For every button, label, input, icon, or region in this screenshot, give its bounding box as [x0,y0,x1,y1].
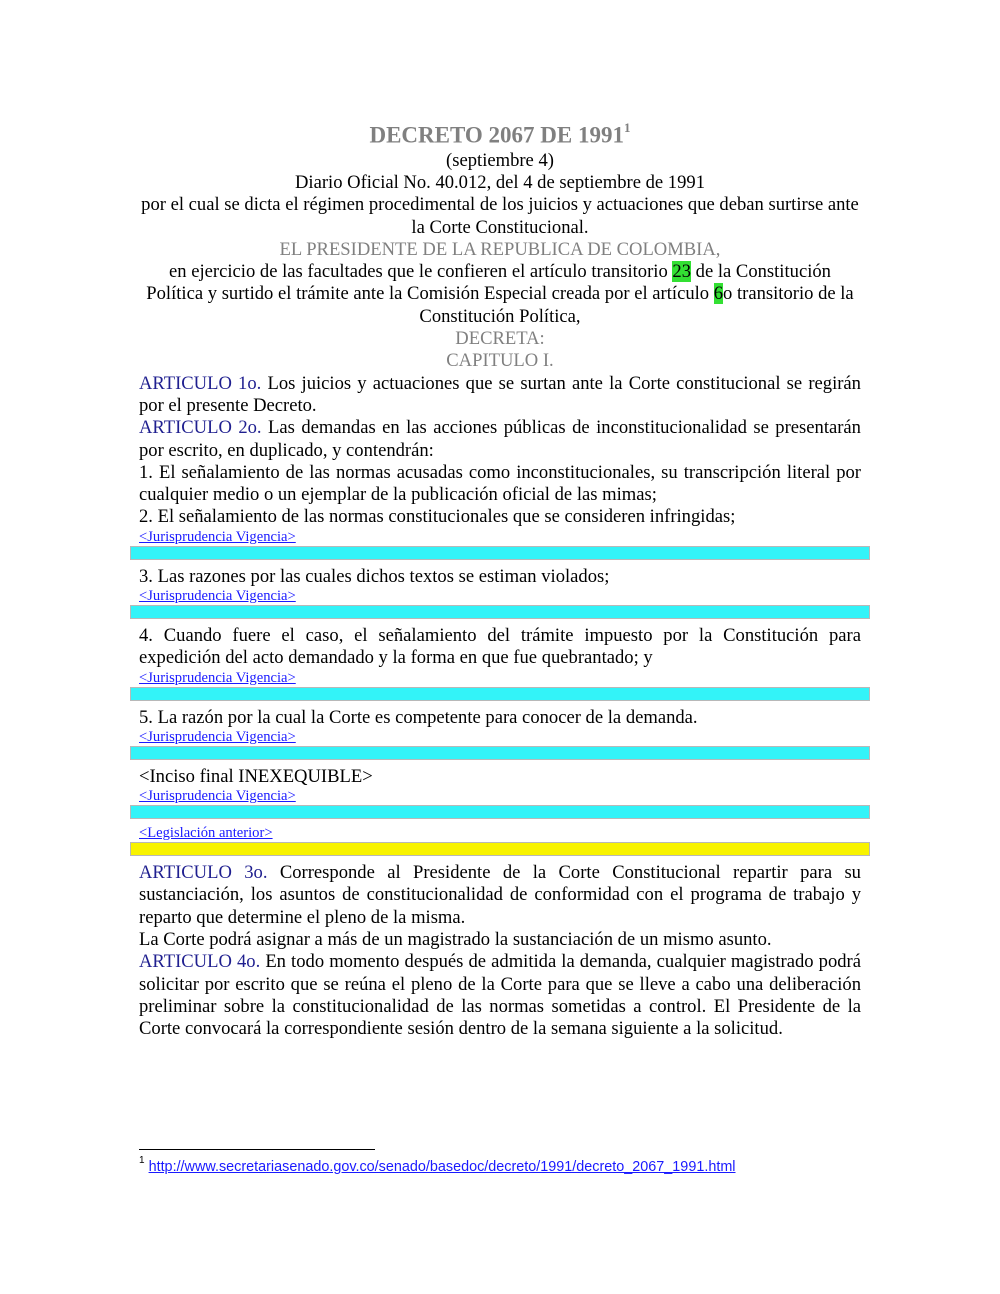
highlight-article-ref: 6 [713,283,724,305]
decreta-heading: DECRETA: [455,328,545,350]
article-2-item-2: 2. El señalamiento de las normas constitucionales que se consideren infringidas; [139,506,736,528]
legislacion-anterior-link[interactable]: <Legislación anterior> [139,825,273,842]
article-label: ARTICULO 4o. [139,951,261,973]
footnote [139,1157,736,1175]
article-1: ARTICULO 1o. Los juicios y actuaciones que se surtan ante la Corte constitucional se regirán por el presente Decreto. [139,372,861,416]
highlight-article-ref: 23 [672,261,691,283]
collapsed-panel-bar[interactable] [130,546,870,560]
document-title: DECRETO 2067 DE 1991$^1$ [369,120,631,148]
article-3-paragraph-2: La Corte podrá asignar a más de un magistrado la sustanciación de un mismo asunto. [139,929,772,951]
article-label: ARTICULO 2o. [139,417,262,439]
document-date: (septiembre 4) [446,149,554,171]
document-body [139,112,861,1041]
jurisprudencia-link[interactable]: <Jurisprudencia Vigencia> [139,588,296,604]
issuing-authority: EL PRESIDENTE DE LA REPUBLICA DE COLOMBIA, [279,238,721,260]
article-2-item-5: 5. La razón por la cual la Corte es competente para conocer de la demanda. [139,706,698,728]
collapsed-panel-bar-legislacion[interactable] [130,842,870,856]
article-2-item-3: 3. Las razones por las cuales dichos textos se estiman violados; [139,565,610,587]
article-3: ARTICULO 3o. Corresponde al Presidente de la Corte Constitucional repartir para su sustanciación, los asuntos de constitucionalidad de conformidad con el programa de trabajo y reparto que determine el pleno de la misma. [139,862,861,928]
article-2-item-4: 4. Cuando fuere el caso, el señalamiento del trámite impuesto por la Constitución para expedición del acto demandado y la forma en que fue quebrantado; y [139,625,861,669]
article-label: ARTICULO 3o. [139,862,268,884]
footnote-separator [139,1149,375,1150]
inciso-inexequible: <Inciso final INEXEQUIBLE> [139,765,373,787]
footnote-ref[interactable]: 1 [624,120,631,135]
collapsed-panel-bar[interactable] [130,687,870,701]
article-4: ARTICULO 4o. En todo momento después de admitida la demanda, cualquier magistrado podrá solicitar por escrito que se reúna el pleno de la Corte para que se lleve a cabo una deliberación preliminar sobre la constitucionalidad de las normas sometidas a control. El Presidente de la Corte convocará la correspondiente sesión dentro de la semana siguiente a la solicitud. [139,951,861,1040]
collapsed-panel-bar[interactable] [130,805,870,819]
preamble: en ejercicio de las facultades que le confieren el artículo transitorio 23 de la Constitución Política y surtido el trámite ante la Comisión Especial creada por el artículo 6o transitorio de la Constitución Política, [146,261,854,327]
jurisprudencia-link[interactable]: <Jurisprudencia Vigencia> [139,728,296,745]
chapter-heading: CAPITULO I. [446,350,554,372]
jurisprudencia-link[interactable]: <Jurisprudencia Vigencia> [139,669,296,686]
article-2: ARTICULO 2o. Las demandas en las acciones públicas de inconstitucionalidad se presentarán por escrito, en duplicado, y contendrán: [139,417,861,461]
collapsed-panel-bar[interactable] [130,746,870,760]
decree-summary: por el cual se dicta el régimen procedimental de los juicios y actuaciones que deban surtirse ante la Corte Constitucional. [141,194,859,238]
jurisprudencia-link[interactable]: <Jurisprudencia Vigencia> [139,788,296,805]
footnote-url-link[interactable]: http://www.secretariasenado.gov.co/senado/basedoc/decreto/1991/decreto_2067_1991.html [148,1158,736,1175]
jurisprudencia-link[interactable]: <Jurisprudencia Vigencia> [139,528,296,545]
article-label: ARTICULO 1o. [139,372,262,394]
article-2-item-1: 1. El señalamiento de las normas acusadas como inconstitucionales, su transcripción literal por cualquier medio o un ejemplar de la publicación oficial de las mimas; [139,461,861,506]
footnote-number: 1 [139,1155,145,1166]
gazette-line: Diario Oficial No. 40.012, del 4 de septiembre de 1991 [295,171,705,193]
collapsed-panel-bar[interactable] [130,605,870,619]
